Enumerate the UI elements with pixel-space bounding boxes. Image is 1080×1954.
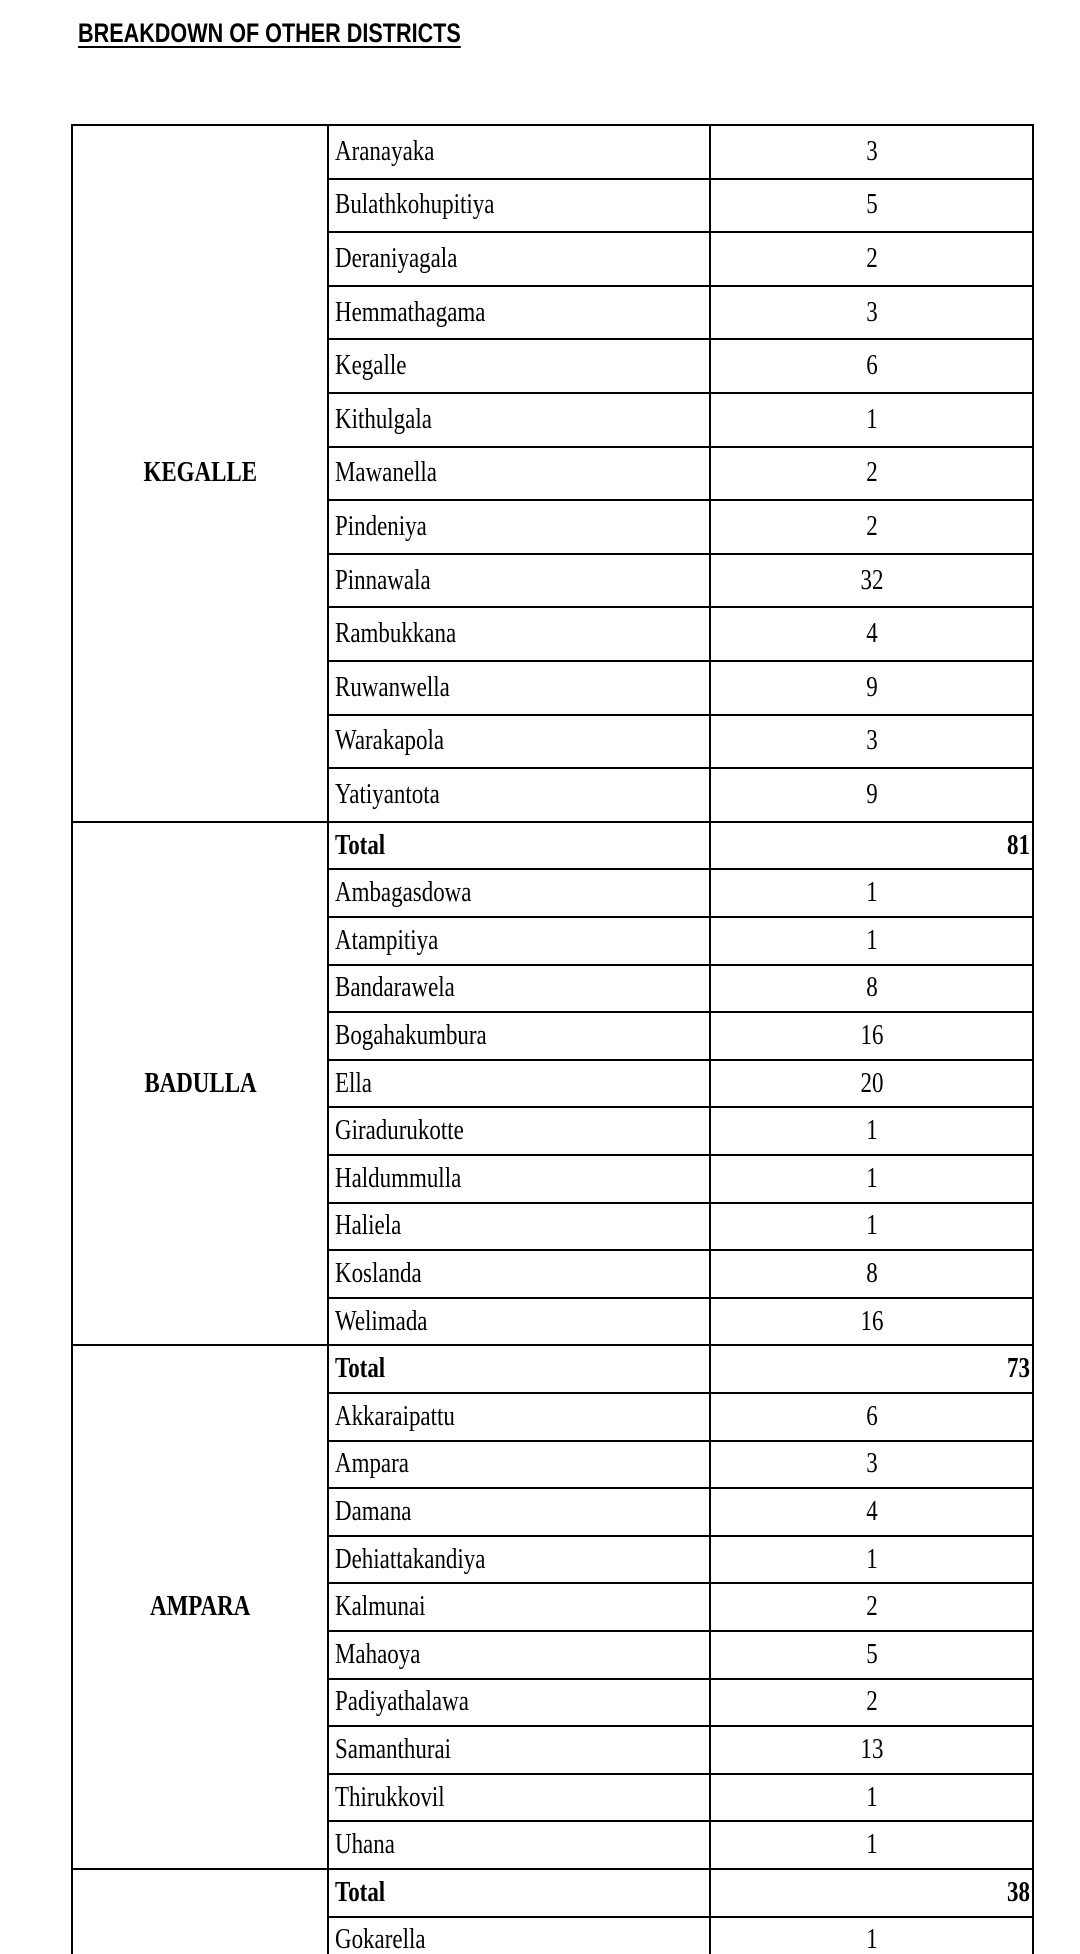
town-name [327, 1487, 709, 1535]
town-count-text: 1 [865, 1162, 878, 1194]
town-name-text: Bogahakumbura [335, 1019, 487, 1051]
town-name-text: Welimada [335, 1305, 428, 1337]
district-name: KEGALLE [143, 457, 257, 489]
town-name-text: Kalmunai [335, 1591, 426, 1623]
town-name [327, 231, 709, 285]
town-name [327, 1535, 709, 1583]
town-count [709, 231, 1034, 285]
town-count-text: 3 [865, 296, 878, 328]
town-name-text: Ambagasdowa [335, 877, 472, 909]
town-count-text: 2 [865, 242, 878, 274]
town-name-text: Bulathkohupitiya [335, 189, 495, 221]
town-name [327, 767, 709, 821]
town-count-text: 1 [865, 1924, 878, 1954]
town-name [327, 1630, 709, 1678]
town-name-text: Kegalle [335, 350, 407, 382]
town-name [327, 660, 709, 714]
town-name-text: Warakapola [335, 725, 445, 757]
town-name-text: Pindeniya [335, 510, 427, 542]
town-name-text: Padiyathalawa [335, 1686, 469, 1718]
total-row-label [327, 1344, 709, 1392]
town-name-text: Bandarawela [335, 972, 455, 1004]
town-name-text: Uhana [335, 1829, 395, 1861]
town-name [327, 178, 709, 232]
district-cell [71, 1344, 327, 1868]
town-name-text: Haliela [335, 1210, 402, 1242]
town-count-text: 9 [865, 778, 878, 810]
town-count [709, 338, 1034, 392]
town-name [327, 1059, 709, 1107]
town-name [327, 1106, 709, 1154]
town-count [709, 606, 1034, 660]
total-row-label-text: Total [335, 1353, 386, 1385]
town-name [327, 1820, 709, 1868]
town-name [327, 338, 709, 392]
town-count [709, 1916, 1034, 1954]
town-name [327, 1154, 709, 1202]
total-row-value [709, 1868, 1034, 1916]
town-count-text: 2 [865, 1686, 878, 1718]
town-name [327, 1725, 709, 1773]
town-count [709, 285, 1034, 339]
town-count-text: 4 [865, 1495, 878, 1527]
town-count-text: 16 [860, 1019, 883, 1051]
town-count-text: 4 [865, 618, 878, 650]
total-row-value [709, 1344, 1034, 1392]
town-count [709, 1487, 1034, 1535]
town-name [327, 1202, 709, 1250]
town-count [709, 868, 1034, 916]
town-name-text: Ampara [335, 1448, 409, 1480]
total-row-value-text: 38 [1007, 1876, 1030, 1908]
town-name-text: Atampitiya [335, 924, 439, 956]
town-name [327, 1249, 709, 1297]
town-count-text: 1 [865, 403, 878, 435]
town-count [709, 1678, 1034, 1726]
total-row-value-text: 73 [1007, 1353, 1030, 1385]
town-count-text: 1 [865, 877, 878, 909]
town-count-text: 5 [865, 189, 878, 221]
town-name-text: Akkaraipattu [335, 1400, 455, 1432]
town-name-text: Koslanda [335, 1257, 422, 1289]
district-cell [71, 821, 327, 1345]
town-count [709, 1773, 1034, 1821]
town-count [709, 392, 1034, 446]
town-name [327, 446, 709, 500]
town-name-text: Samanthurai [335, 1733, 452, 1765]
total-row-label [327, 821, 709, 869]
town-name [327, 553, 709, 607]
town-count [709, 714, 1034, 768]
district-name: BADULLA [143, 1067, 257, 1099]
town-count [709, 1249, 1034, 1297]
town-count-text: 20 [860, 1067, 883, 1099]
town-count [709, 1392, 1034, 1440]
town-count [709, 446, 1034, 500]
town-name [327, 1773, 709, 1821]
town-count-text: 2 [865, 457, 878, 489]
district-breakdown-table [71, 124, 1034, 1954]
town-count [709, 1202, 1034, 1250]
town-count [709, 1820, 1034, 1868]
town-count [709, 178, 1034, 232]
town-count-text: 6 [865, 350, 878, 382]
town-name-text: Yatiyantota [335, 778, 440, 810]
town-name-text: Haldummulla [335, 1162, 462, 1194]
town-count-text: 8 [865, 1257, 878, 1289]
town-name-text: Pinnawala [335, 564, 431, 596]
town-count-text: 1 [865, 1543, 878, 1575]
town-name-text: Gokarella [335, 1924, 426, 1954]
total-row-label-text: Total [335, 1876, 386, 1908]
town-count-text: 3 [865, 135, 878, 167]
town-count-text: 5 [865, 1638, 878, 1670]
town-name [327, 606, 709, 660]
town-name [327, 1011, 709, 1059]
town-count-text: 9 [865, 671, 878, 703]
town-name [327, 1440, 709, 1488]
town-name [327, 499, 709, 553]
town-count-text: 1 [865, 1781, 878, 1813]
town-name [327, 1916, 709, 1954]
town-name [327, 124, 709, 178]
town-count [709, 1725, 1034, 1773]
town-count [709, 553, 1034, 607]
town-name-text: Mawanella [335, 457, 438, 489]
town-name-text: Giradurukotte [335, 1115, 464, 1147]
town-name [327, 285, 709, 339]
town-name [327, 1678, 709, 1726]
town-count-text: 1 [865, 1210, 878, 1242]
town-count-text: 1 [865, 924, 878, 956]
town-count-text: 1 [865, 1829, 878, 1861]
district-cell [71, 1868, 327, 1954]
total-row-label [327, 1868, 709, 1916]
town-count [709, 1154, 1034, 1202]
town-name [327, 916, 709, 964]
town-count-text: 1 [865, 1115, 878, 1147]
town-name-text: Ruwanwella [335, 671, 450, 703]
town-count [709, 1630, 1034, 1678]
town-count [709, 964, 1034, 1012]
town-count [709, 1011, 1034, 1059]
town-count [709, 916, 1034, 964]
town-count-text: 3 [865, 1448, 878, 1480]
town-count [709, 1440, 1034, 1488]
district-name: AMPARA [149, 1591, 251, 1623]
town-count [709, 499, 1034, 553]
page-title: BREAKDOWN OF OTHER DISTRICTS [78, 18, 461, 48]
town-name [327, 1582, 709, 1630]
total-row-value [709, 821, 1034, 869]
town-count-text: 16 [860, 1305, 883, 1337]
town-count [709, 1297, 1034, 1345]
town-name [327, 964, 709, 1012]
town-name [327, 1392, 709, 1440]
town-name-text: Damana [335, 1495, 412, 1527]
town-count [709, 1535, 1034, 1583]
town-count [709, 1582, 1034, 1630]
town-name-text: Hemmathagama [335, 296, 486, 328]
town-name-text: Ella [335, 1067, 372, 1099]
town-count-text: 13 [860, 1733, 883, 1765]
district-cell [71, 124, 327, 821]
town-name [327, 392, 709, 446]
town-count-text: 2 [865, 1591, 878, 1623]
town-count [709, 1059, 1034, 1107]
town-name-text: Aranayaka [335, 135, 435, 167]
town-count [709, 660, 1034, 714]
town-name-text: Dehiattakandiya [335, 1543, 486, 1575]
total-row-label-text: Total [335, 829, 386, 861]
town-count-text: 2 [865, 510, 878, 542]
town-count-text: 6 [865, 1400, 878, 1432]
town-name-text: Rambukkana [335, 618, 457, 650]
town-name-text: Kithulgala [335, 403, 432, 435]
town-count-text: 8 [865, 972, 878, 1004]
town-name [327, 1297, 709, 1345]
total-row-value-text: 81 [1007, 829, 1030, 861]
town-count-text: 32 [860, 564, 883, 596]
town-name [327, 868, 709, 916]
town-name-text: Thirukkovil [335, 1781, 445, 1813]
town-name-text: Deraniyagala [335, 242, 458, 274]
town-count [709, 1106, 1034, 1154]
town-name-text: Mahaoya [335, 1638, 421, 1670]
town-count [709, 767, 1034, 821]
town-name [327, 714, 709, 768]
town-count [709, 124, 1034, 178]
town-count-text: 3 [865, 725, 878, 757]
